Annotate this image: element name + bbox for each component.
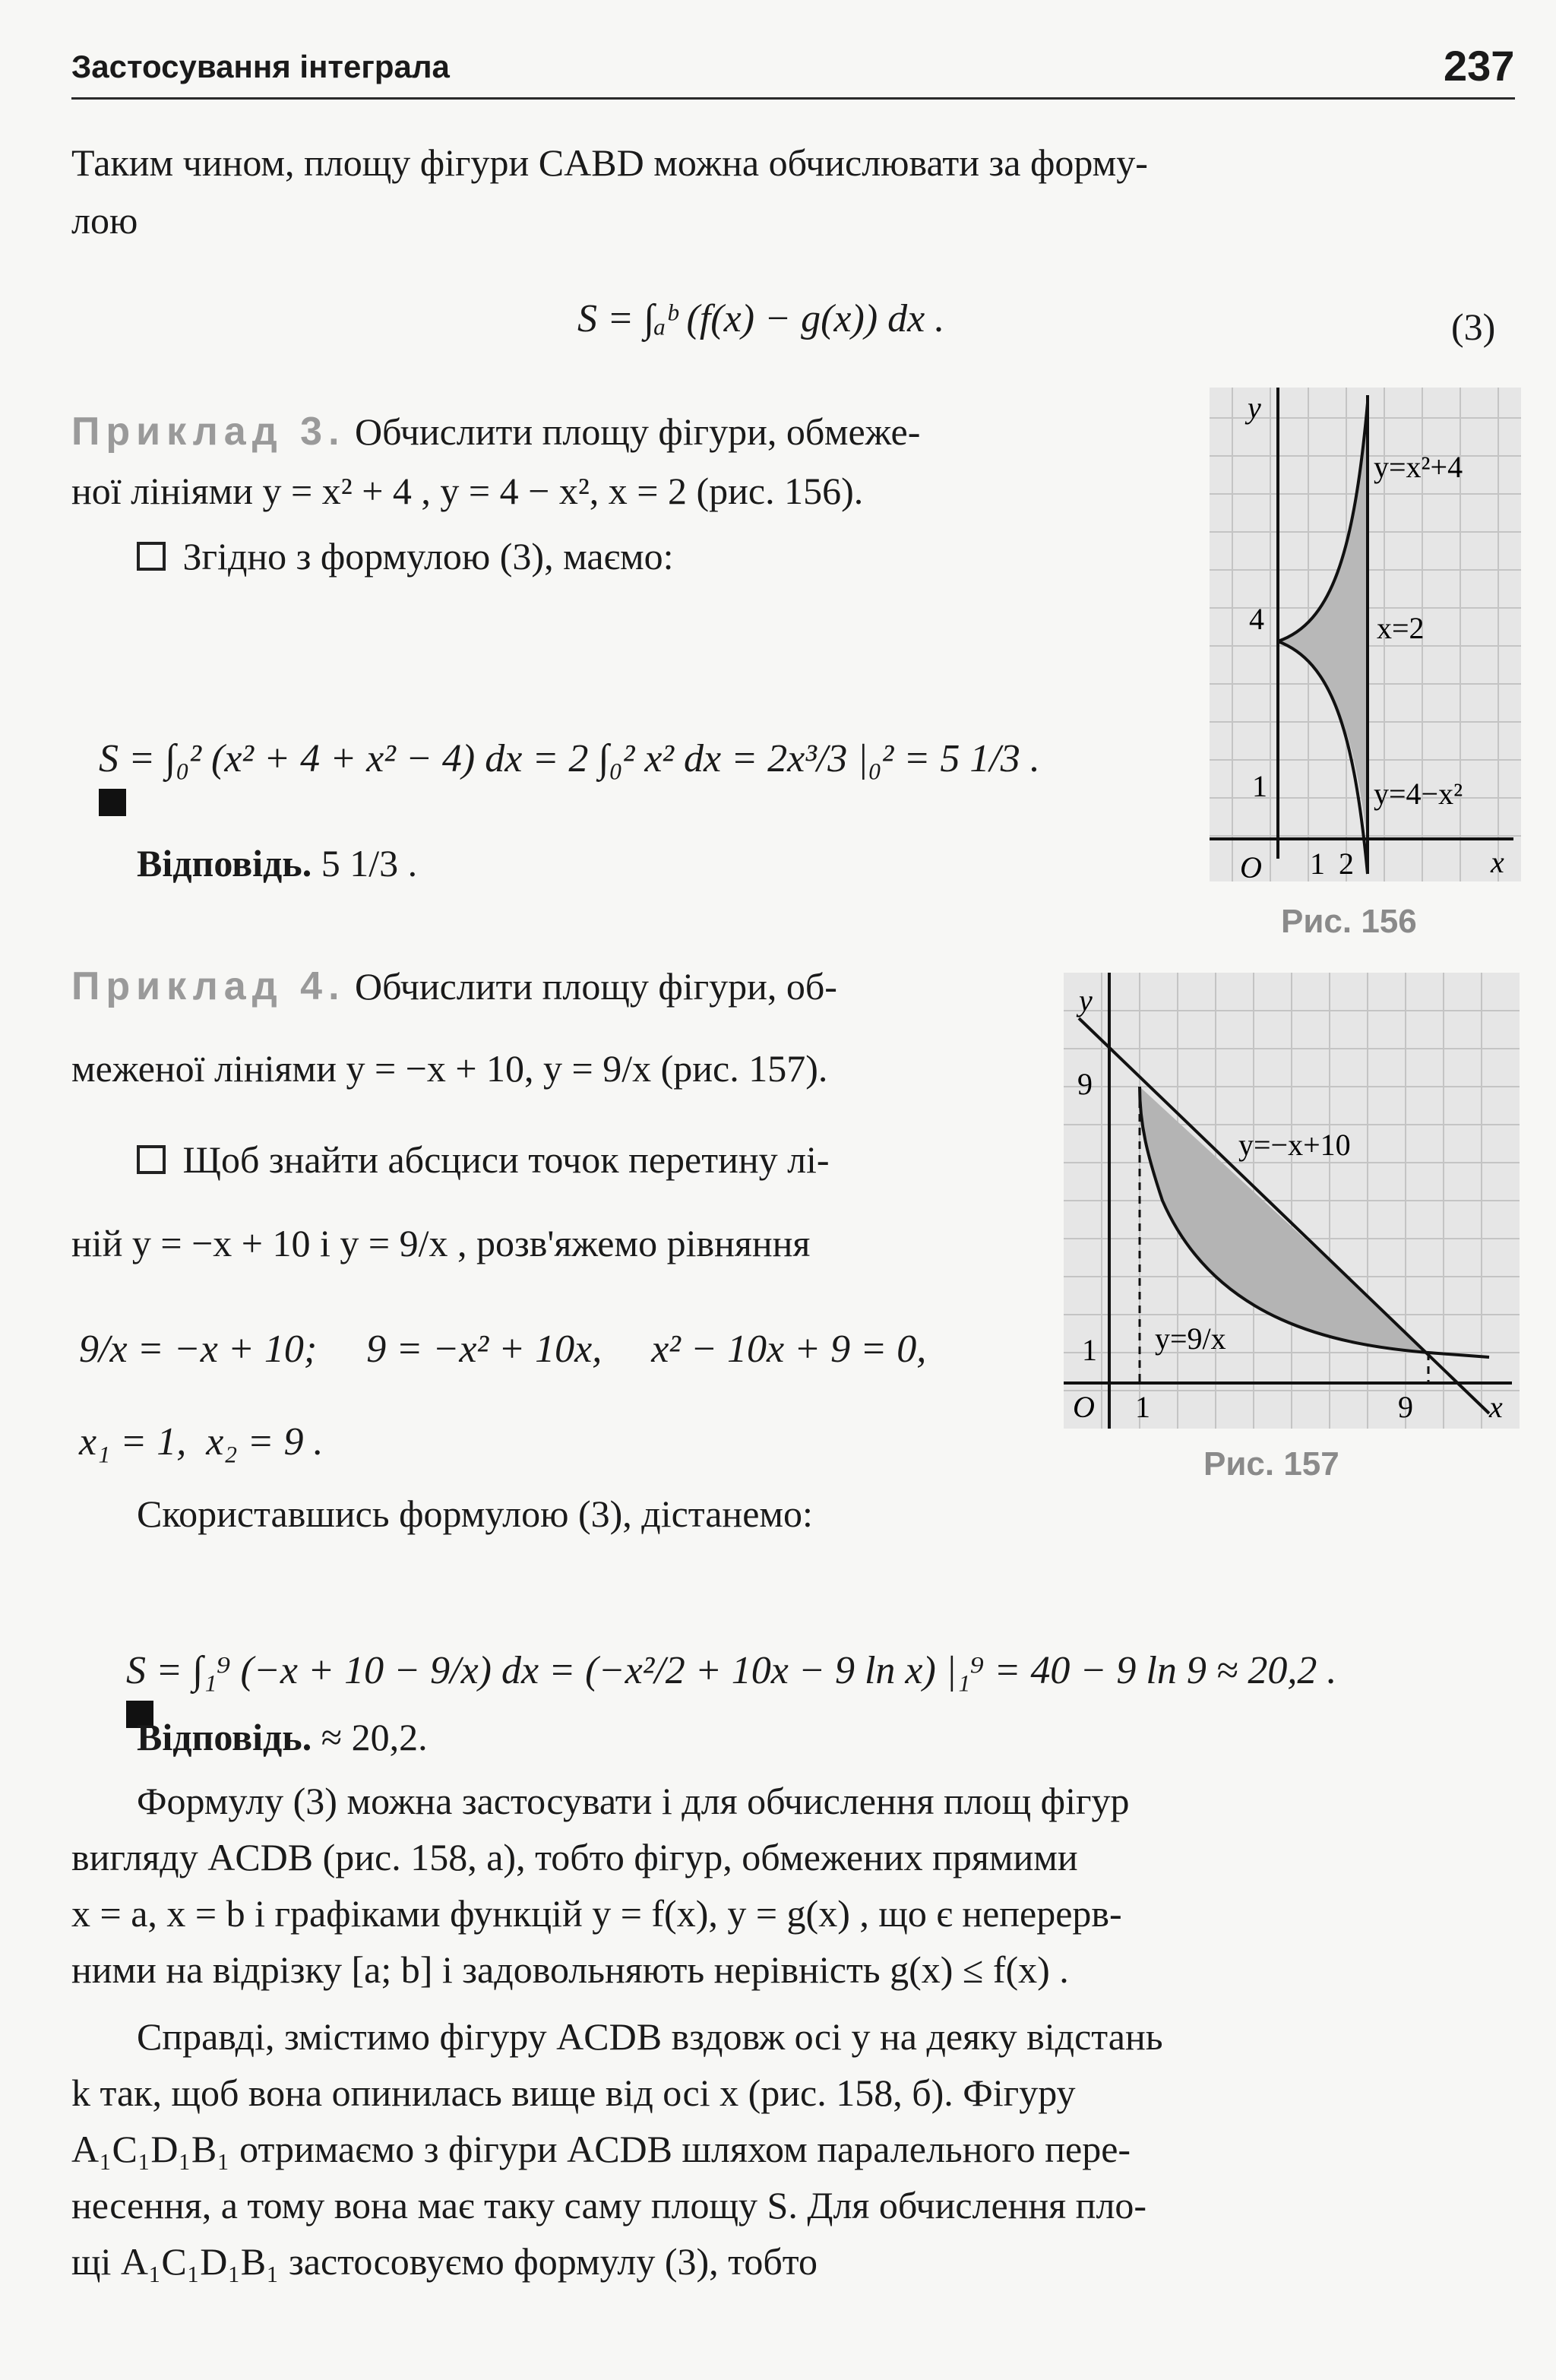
fig156-tick-1-y: 1 xyxy=(1252,769,1267,803)
example-3-statement xyxy=(71,404,1196,459)
end-of-proof-square-icon xyxy=(99,789,126,816)
example-3-text-2: ної лініями y = x² + 4 , y = 4 − x², x = 2 (рис. 156). xyxy=(71,470,864,512)
answer-value: 5 1/3 . xyxy=(321,842,418,885)
header-rule xyxy=(71,97,1515,100)
example-4-answer xyxy=(137,1710,428,1764)
fig157-origin: O xyxy=(1073,1390,1095,1424)
para-1-line-2: вигляду ACDB (рис. 158, а), тобто фігур, обмежених прямими xyxy=(71,1836,1078,1878)
fig156-label-lower: y=4−x² xyxy=(1374,777,1463,811)
fig157-tick-1-x: 1 xyxy=(1135,1390,1150,1424)
example-4-using-formula: Скориставшись формулою (3), дістанемо: xyxy=(137,1492,813,1535)
example-3-label: Приклад 3. xyxy=(71,410,346,454)
para-1-line-1: Формулу (3) можна застосувати і для обчислення площ фігур xyxy=(137,1780,1130,1822)
example-4-computation-text: S = ∫₁⁹ (−x + 10 − 9/x) dx = (−x²/2 + 10x − 9 ln x) |₁⁹ = 40 − 9 ln 9 ≈ 20,2 . xyxy=(126,1649,1337,1692)
fig156-label-upper: y=x²+4 xyxy=(1374,450,1463,484)
para-2-line-3: A₁C₁D₁B₁ отримаємо з фігури ACDB шляхом паралельного пере- xyxy=(71,2128,1131,2170)
solution-start-square-icon xyxy=(137,542,166,571)
page-number: 237 xyxy=(1444,42,1515,90)
answer-label: Відповідь. xyxy=(137,842,312,885)
example-3-computation xyxy=(79,692,1040,826)
fig157-label-hyperbola: y=9/x xyxy=(1155,1321,1226,1356)
example-3-computation-text: S = ∫₀² (x² + 4 + x² − 4) dx = 2 ∫₀² x² dx = 2x³/3 |₀² = 5 1/3 . xyxy=(99,737,1040,780)
example-4-statement xyxy=(71,959,1059,1014)
running-header: Застосування інтеграла xyxy=(71,49,450,84)
intro-line-2: лою xyxy=(71,199,138,242)
para-1-line-4: ними на відрізку [a; b] і задовольняють нерівність g(x) ≤ f(x) . xyxy=(71,1948,1069,1991)
answer-label-2: Відповідь. xyxy=(137,1716,312,1758)
example-4-label: Приклад 4. xyxy=(71,964,346,1008)
figure-157 xyxy=(1064,973,1520,1429)
example-4-equations: 9/x = −x + 10; 9 = −x² + 10x, x² − 10x + 9 = 0, xyxy=(79,1328,927,1371)
example-4-sol-line-1-text: Щоб знайти абсциси точок перетину лі- xyxy=(182,1138,830,1181)
formula-3: S = ∫ₐᵇ (f(x) − g(x)) dx . xyxy=(577,297,945,340)
example-3-solution-intro xyxy=(137,529,674,584)
fig157-tick-9-y: 9 xyxy=(1077,1067,1093,1101)
fig156-axis-y: y xyxy=(1248,391,1261,425)
fig156-tick-4: 4 xyxy=(1249,602,1264,636)
example-4-text-1: Обчислити площу фігури, об- xyxy=(355,965,837,1008)
figure-156 xyxy=(1210,388,1521,881)
fig156-label-line: x=2 xyxy=(1377,611,1425,645)
fig157-axis-x: x xyxy=(1489,1390,1503,1424)
fig156-tick-2-x: 2 xyxy=(1339,847,1354,881)
example-4-solution-line-2: ній y = −x + 10 і y = 9/x , розв'яжемо рівняння xyxy=(71,1222,811,1264)
fig157-tick-9-x: 9 xyxy=(1398,1390,1413,1424)
example-3-answer xyxy=(137,836,417,891)
solution-start-square-icon-2 xyxy=(137,1145,166,1174)
fig156-origin: O xyxy=(1240,850,1262,881)
fig156-tick-1-x: 1 xyxy=(1310,847,1325,881)
fig157-axis-y: y xyxy=(1079,983,1093,1018)
fig157-tick-1-y: 1 xyxy=(1082,1333,1097,1367)
example-3-text-1: Обчислити площу фігури, обмеже- xyxy=(355,410,921,453)
example-4-text-2: меженої лініями y = −x + 10, y = 9/x (рис. 157). xyxy=(71,1047,828,1090)
fig157-label-line: y=−x+10 xyxy=(1238,1128,1351,1162)
intro-line-1: Таким чином, площу фігури CABD можна обчислювати за форму- xyxy=(71,141,1148,184)
formula-number: (3) xyxy=(1451,305,1496,348)
fig156-axis-x: x xyxy=(1491,845,1504,879)
para-1-line-3: x = a, x = b і графіками функцій y = f(x), y = g(x) , що є неперерв- xyxy=(71,1892,1122,1935)
para-2-line-1: Справді, змістимо фігуру ACDB вздовж осі y на деяку відстань xyxy=(137,2015,1163,2058)
para-2-line-2: k так, щоб вона опинилась вище від осі x (рис. 158, б). Фігуру xyxy=(71,2071,1076,2114)
example-4-solution-line-1 xyxy=(137,1132,830,1187)
example-4-roots: x₁ = 1, x₂ = 9 . xyxy=(79,1420,324,1464)
para-2-line-4: несення, а тому вона має таку саму площу S. Для обчислення пло- xyxy=(71,2184,1147,2227)
answer-value-2: ≈ 20,2. xyxy=(321,1716,428,1758)
fig156-caption: Рис. 156 xyxy=(1281,903,1417,940)
para-2-line-5: щі A₁C₁D₁B₁ застосовуємо формулу (3), тобто xyxy=(71,2240,818,2283)
fig157-caption: Рис. 157 xyxy=(1203,1445,1339,1483)
solution-intro-text: Згідно з формулою (3), маємо: xyxy=(182,535,674,578)
